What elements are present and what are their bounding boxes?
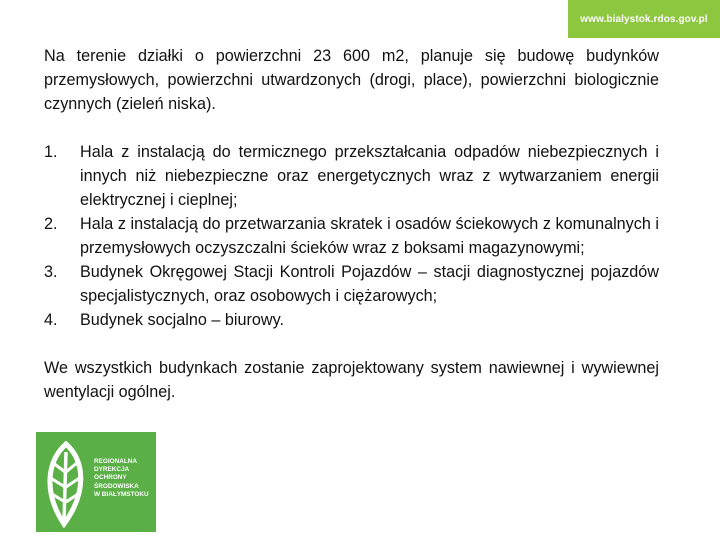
list-item-text: Hala z instalacją do przetwarzania skratek i osadów ściekowych z komunalnych i przemysłowych oczyszczalni ścieków wraz z boksami magazynowymi; xyxy=(80,215,659,257)
list-item-number: 1. xyxy=(44,143,58,161)
logo-line: OCHRONY xyxy=(94,474,127,482)
list-item-number: 3. xyxy=(44,263,58,281)
logo-text xyxy=(94,458,154,499)
list-item-text: Budynek Okręgowej Stacji Kontroli Pojazdów – stacji diagnostycznej pojazdów specjalistycznych, oraz osobowych i ciężarowych; xyxy=(80,263,659,305)
closing-paragraph: We wszystkich budynkach zostanie zaprojektowany system nawiewnej i wywiewnej wentylacji ogólnej. xyxy=(44,359,659,401)
building-list xyxy=(44,140,659,332)
rdos-logo xyxy=(36,432,156,532)
list-item xyxy=(44,140,659,212)
list-item xyxy=(44,260,659,308)
logo-line: DYREKCJA xyxy=(94,466,130,474)
list-item-number: 4. xyxy=(44,311,58,329)
slide-content xyxy=(44,44,659,404)
logo-line: REGIONALNA xyxy=(94,458,137,465)
list-item-text: Hala z instalacją do termicznego przekształcania odpadów niebezpiecznych i innych niż niebezpieczne oraz energetycznych wraz z wytwarzaniem energii elektrycznej i cieplnej; xyxy=(80,143,659,209)
leaf-icon xyxy=(36,432,96,532)
list-item-text: Budynek socjalno – biurowy. xyxy=(80,311,284,329)
list-item xyxy=(44,212,659,260)
logo-line: W BIAŁYMSTOKU xyxy=(94,490,149,498)
intro-paragraph: Na terenie działki o powierzchni 23 600 m2, planuje się budowę budynków przemysłowych, powierzchni utwardzonych (drogi, place), powierzchni biologicznie czynnych (zieleń niska). xyxy=(44,47,659,113)
website-url[interactable]: www.bialystok.rdos.gov.pl xyxy=(580,13,708,25)
list-item-number: 2. xyxy=(44,215,58,233)
list-item xyxy=(44,308,659,332)
header-bar xyxy=(568,0,720,38)
logo-line: ŚRODOWISKA xyxy=(94,482,139,490)
